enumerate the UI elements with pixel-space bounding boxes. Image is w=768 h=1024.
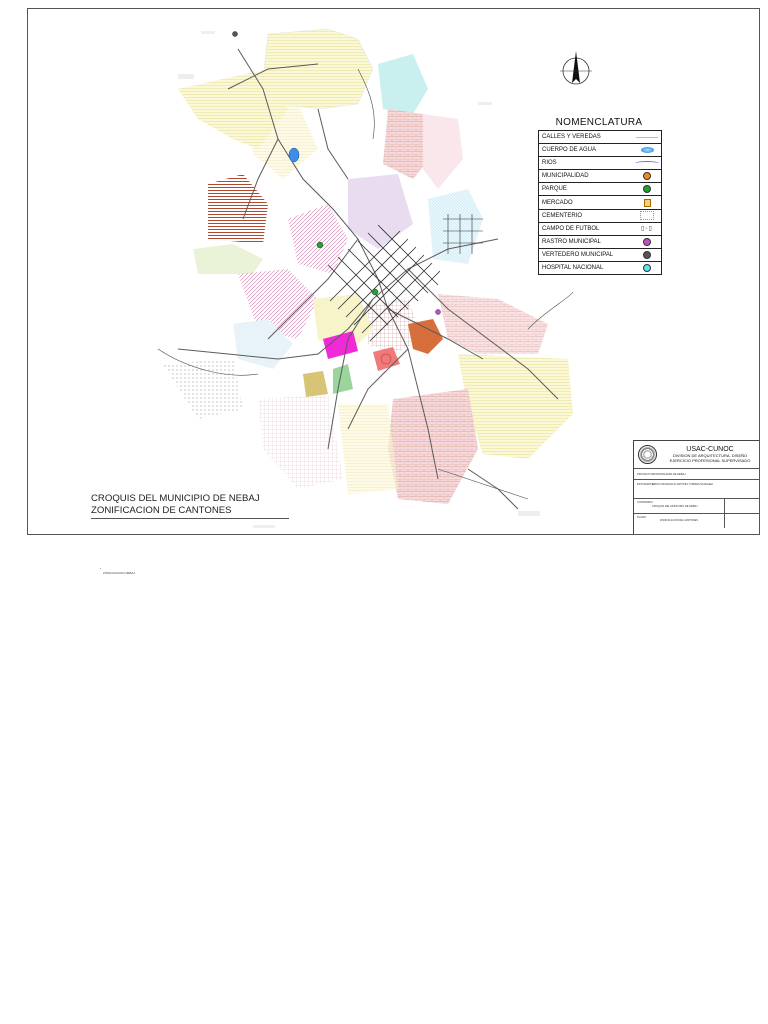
zone-center-pink-diag [288,204,348,274]
content-value: CROQUIS DEL MUNICIPIO DE NEBAJ [652,505,698,508]
zone-orange [408,319,443,354]
north-arrow-icon [560,51,592,84]
title-block [633,440,760,535]
legend [538,117,660,275]
hospital-icon [643,264,651,272]
footnote-mark: * [100,567,102,571]
university-seal-icon [638,445,657,464]
legend-item [539,249,661,262]
landfill-icon [233,32,238,37]
legend-label: RASTRO MUNICIPAL [542,238,601,245]
content-label: CONTENIDO: [637,501,654,504]
footnote-text: ZONIFICACION NEBAJ [103,571,136,575]
legend-item [539,196,661,209]
municipality-icon [643,172,651,180]
zone-north-cyan [378,54,428,114]
slaughterhouse-icon [643,238,651,246]
line-icon [636,137,658,138]
park-icon [643,185,651,193]
map-title [91,493,260,517]
legend-label: CEMENTERIO [542,212,583,219]
title-underline [91,518,289,519]
legend-label: MUNICIPALIDAD [542,173,589,180]
map-title-line1: CROQUIS DEL MUNICIPIO DE NEBAJ [91,493,260,504]
legend-label: HOSPITAL NACIONAL [542,264,604,271]
landfill-icon [643,251,651,259]
plan-label: PLANO: [637,516,647,519]
legend-label: CAMPO DE FUTBOL [542,225,600,232]
slaughterhouse-icon [436,310,441,315]
zone-northeast-blue [428,189,483,264]
river-icon [635,161,659,166]
legend-label: VERTEDERO MUNICIPAL [542,251,614,258]
student-value: ERICK FRANCISCO ANTONIO TORRES SANCHEZ [652,483,713,486]
legend-label: CALLES Y VEREDAS [542,134,601,141]
zone-north-blank [248,104,318,179]
plan-value: ZONIFICACION DE CANTONES [660,519,698,522]
legend-item [539,236,661,249]
legend-item [539,131,661,144]
zone-south-dots [163,359,243,419]
zone-south-brick [388,389,478,504]
legend-item [539,170,661,183]
legend-table [538,130,662,275]
program-text: EJERCICIO PROFESIONAL SUPERVISADO [669,457,751,463]
legend-label: PARQUE [542,186,567,193]
zone-west-red-hatch [208,174,268,244]
zone-east-orange-brick [438,294,548,354]
legend-item [539,144,661,157]
legend-item [539,223,661,236]
municipality-icon [372,289,378,295]
cemetery-icon [640,211,654,220]
zone-center-lavender [348,174,413,249]
student-label: ESTUDIANTE: [637,483,655,486]
legend-item [539,157,661,170]
legend-label: MERCADO [542,199,573,206]
legend-label: RIOS [542,160,557,167]
water-body-icon [641,147,654,153]
zone-northeast-pink [423,114,463,189]
soccer-field-icon: ▯◦▯ [641,226,653,233]
division-text: DIVISION DE ARQUITECTURA, DISEÑO [672,453,748,458]
project-value: MUNICIPALIDAD DE NEBAJ [652,473,686,476]
institution-name: USAC-CUNOC [686,446,734,453]
canton-zones [163,29,573,504]
legend-item [539,262,661,274]
project-label: PROYECTO: [637,473,653,476]
map-title-line2: ZONIFICACION DE CANTONES [91,505,232,516]
zone-olive-small [303,371,328,397]
zone-west-green [193,244,263,274]
zone-south-white-grid [258,394,343,489]
zone-green-small [333,364,353,394]
map-sheet [27,8,760,535]
division-name [664,454,756,463]
market-icon [644,199,651,207]
legend-label: CUERPO DE AGUA [542,147,597,154]
park-icon [317,242,323,248]
zone-south-blank-grid [338,404,398,494]
water-body-icon [289,148,299,162]
legend-item [539,183,661,196]
legend-title: NOMENCLATURA [555,117,643,128]
legend-item [539,210,661,223]
